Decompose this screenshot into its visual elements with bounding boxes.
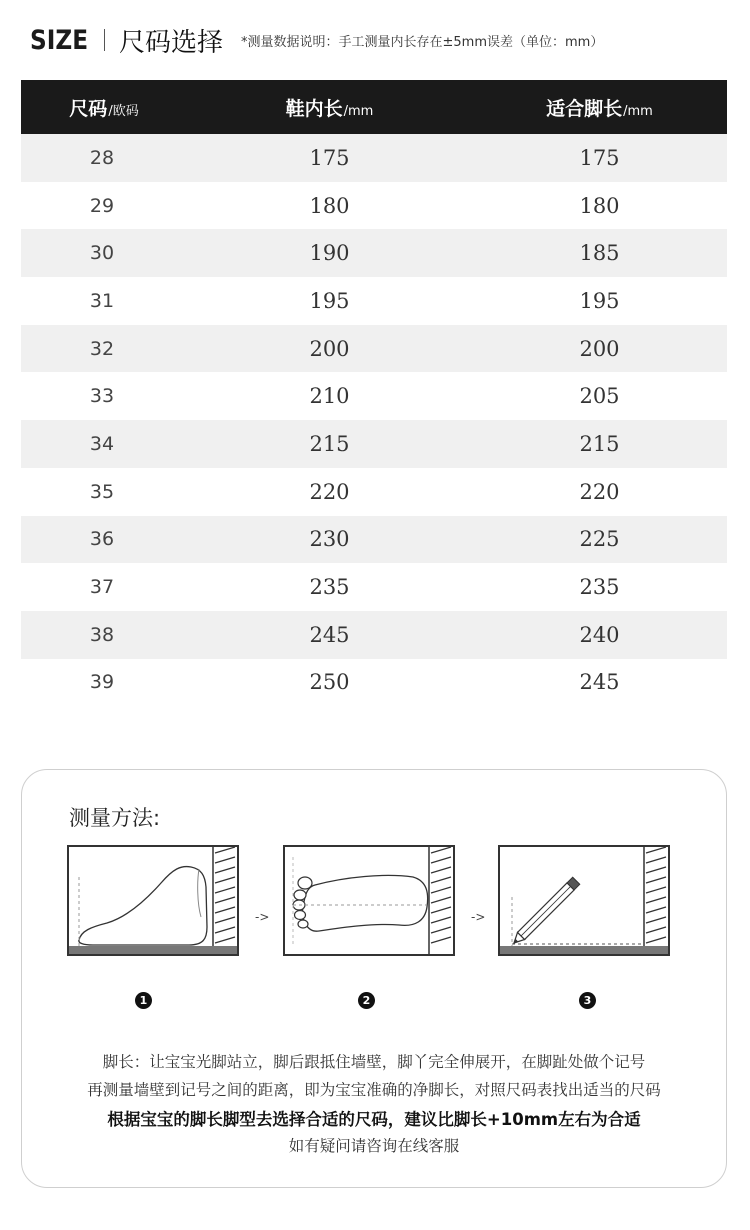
customer-service-note: 如有疑问请咨询在线客服 <box>288 1137 460 1155</box>
page-header <box>30 18 730 62</box>
page-title: 尺码选择 <box>119 27 224 58</box>
table-row <box>21 563 727 611</box>
table-row <box>21 372 727 420</box>
foot-length-cell: 240 <box>579 622 620 647</box>
table-row <box>21 277 727 325</box>
size-cell: 36 <box>89 528 115 551</box>
foot-length-cell: 225 <box>579 527 620 552</box>
table-row <box>21 134 727 182</box>
size-cell: 35 <box>89 480 115 503</box>
table-row <box>21 611 727 659</box>
step-3-illustration <box>498 845 670 956</box>
size-cell: 38 <box>89 623 115 646</box>
table-row <box>21 182 727 230</box>
step-1-illustration <box>67 845 239 956</box>
size-cell: 34 <box>89 432 115 455</box>
size-cell: 30 <box>89 242 115 265</box>
foot-length-cell: 185 <box>579 241 620 266</box>
foot-length-cell: 180 <box>579 193 620 218</box>
foot-length-cell: 205 <box>579 384 620 409</box>
table-body <box>21 134 727 706</box>
method-title: 测量方法: <box>69 806 161 830</box>
size-cell: 31 <box>89 289 115 312</box>
size-cell: 29 <box>89 194 115 217</box>
size-table <box>21 80 727 706</box>
method-description-line-1: 脚长：让宝宝光脚站立，脚后跟抵住墙壁，脚丫完全伸展开，在脚趾处做个记号 <box>102 1053 646 1071</box>
table-row <box>21 325 727 373</box>
column-header-size: 尺码 /欧码 <box>69 97 139 120</box>
foot-length-cell: 215 <box>579 431 620 456</box>
step-arrow-2: -> <box>471 910 486 924</box>
inner-length-cell: 235 <box>309 575 350 600</box>
size-cell: 39 <box>89 671 115 694</box>
step-number-2: 2 <box>358 992 375 1009</box>
header-divider <box>104 29 105 51</box>
measurement-method-card <box>21 769 727 1188</box>
column-header-inner-length: 鞋内长 /mm <box>285 97 374 120</box>
table-row <box>21 659 727 707</box>
method-recommendation: 根据宝宝的脚长脚型去选择合适的尺码，建议比脚长+10mm左右为合适 <box>107 1110 641 1129</box>
inner-length-cell: 215 <box>309 431 350 456</box>
measurement-note: *测量数据说明：手工测量内长存在±5mm误差（单位：mm） <box>241 34 604 50</box>
foot-length-cell: 195 <box>579 288 620 313</box>
inner-length-cell: 200 <box>309 336 350 361</box>
foot-length-cell: 235 <box>579 575 620 600</box>
step-number-3: 3 <box>579 992 596 1009</box>
inner-length-cell: 230 <box>309 527 350 552</box>
foot-length-cell: 175 <box>579 145 620 170</box>
foot-length-cell: 220 <box>579 479 620 504</box>
step-2-illustration <box>283 845 455 956</box>
step-number-1: 1 <box>135 992 152 1009</box>
size-cell: 37 <box>89 576 115 599</box>
size-cell: 33 <box>89 385 115 408</box>
inner-length-cell: 190 <box>309 241 350 266</box>
inner-length-cell: 210 <box>309 384 350 409</box>
table-row <box>21 468 727 516</box>
inner-length-cell: 175 <box>309 145 350 170</box>
table-row <box>21 516 727 564</box>
table-row <box>21 229 727 277</box>
foot-length-cell: 200 <box>579 336 620 361</box>
step-arrow-1: -> <box>255 910 270 924</box>
size-cell: 32 <box>89 337 115 360</box>
table-row <box>21 420 727 468</box>
inner-length-cell: 245 <box>309 622 350 647</box>
inner-length-cell: 195 <box>309 288 350 313</box>
size-cell: 28 <box>89 146 115 169</box>
method-description-line-2: 再测量墙壁到记号之间的距离，即为宝宝准确的净脚长，对照尺码表找出适当的尺码 <box>87 1081 661 1099</box>
column-header-foot-length: 适合脚长 /mm <box>546 97 653 120</box>
inner-length-cell: 220 <box>309 479 350 504</box>
table-header <box>21 80 727 134</box>
inner-length-cell: 180 <box>309 193 350 218</box>
foot-length-cell: 245 <box>579 670 620 695</box>
inner-length-cell: 250 <box>309 670 350 695</box>
size-heading: SIZE <box>30 24 89 56</box>
